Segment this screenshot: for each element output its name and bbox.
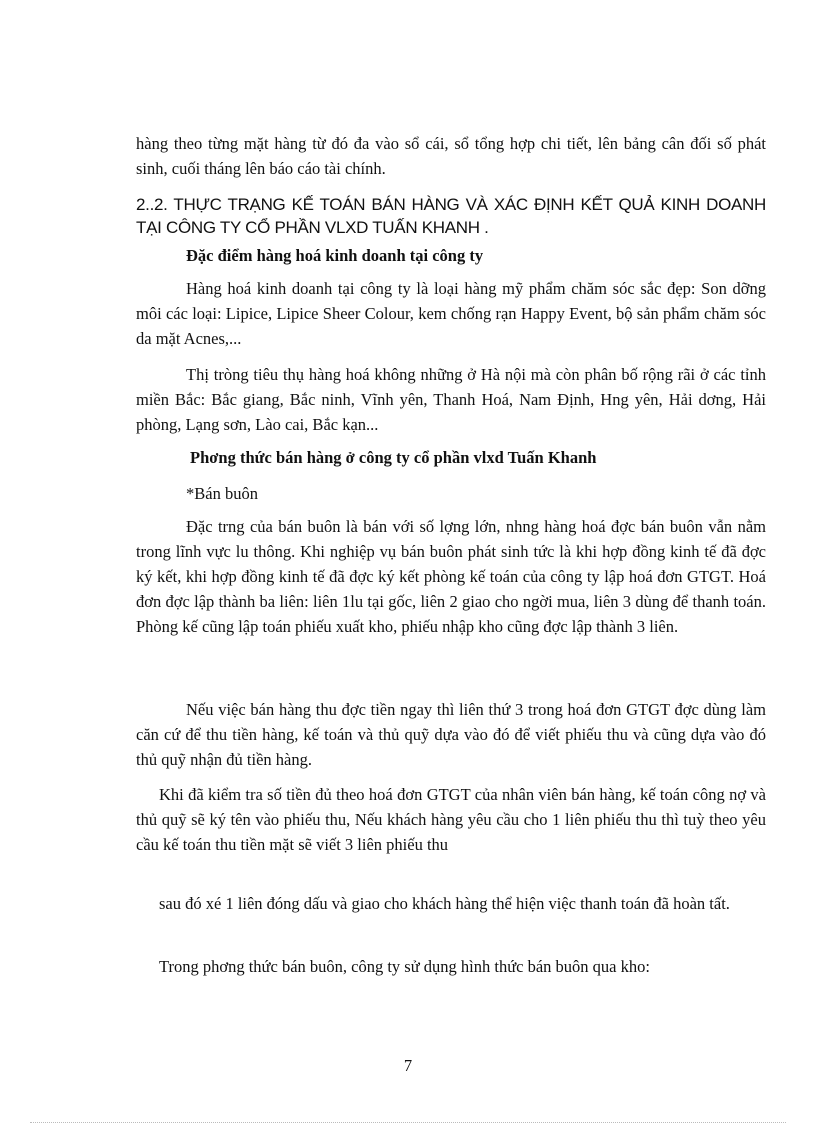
paragraph-market: Thị tròng tiêu thụ hàng hoá không những ở Hà nội mà còn phân bố rộng rãi ở các tỉnh miền Bắc: Bắc giang, Bắc ninh, Vĩnh yên, Thanh Hoá, Nam Định, Hng yên, Hải dơng, Hải phòng, Lạng sơn, Lào cai, Bắc kạn... [136,365,766,434]
section-heading: 2..2. THỰC TRẠNG KẾ TOÁN BÁN HÀNG VÀ XÁC ĐỊNH KẾT QUẢ KINH DOANH TẠI CÔNG TY CỔ PHẦN VLXD TUẤN KHANH . [136,195,766,237]
paragraph-payment: Nếu việc bán hàng thu đợc tiền ngay thì liên thứ 3 trong hoá đơn GTGT đợc dùng làm căn cứ để thu tiền hàng, kế toán và thủ quỹ dựa vào đó để viết phiếu thu và cũng dựa vào đó thủ quỹ nhận đủ tiền hàng. [136,700,766,769]
subheading-sales-method: Phơng thức bán hàng ở công ty cổ phần vlxd Tuấn Khanh [190,448,597,467]
paragraph-wholesale-description: Đặc trng của bán buôn là bán với số lợng lớn, nhng hàng hoá đợc bán buôn vẫn nằm trong lĩnh vực lu thông. Khi nghiệp vụ bán buôn phát sinh tức là khi hợp đồng kinh tế đã đợc ký kết, khi hợp đồng kinh tế đã đợc ký kết phòng kế toán của công ty lập hoá đơn GTGT. Hoá đơn đợc lập thành ba liên: liên 1lu tại gốc, liên 2 giao cho ngời mua, liên 3 dùng để thanh toán. Phòng kế cũng lập toán phiếu xuất kho, phiếu nhập kho cũng đợc lập thành 3 liên. [136,517,766,636]
paragraph-completion: sau đó xé 1 liên đóng dấu và giao cho khách hàng thể hiện việc thanh toán đã hoàn tất. [159,894,730,913]
subheading-goods-characteristics: Đặc điểm hàng hoá kinh doanh tại công ty [186,246,484,265]
page-number: 7 [403,1056,413,1075]
paragraph-wholesale-label: *Bán buôn [186,484,258,503]
paragraph-wholesale-method: Trong phơng thức bán buôn, công ty sử dụng hình thức bán buôn qua kho: [159,957,650,976]
paragraph-continuation: hàng theo từng mặt hàng từ đó đa vào sổ cái, sổ tổng hợp chi tiết, lên bảng cân đối số phát sinh, cuối tháng lên báo cáo tài chính. [136,134,766,178]
paragraph-verification: Khi đã kiểm tra số tiền đủ theo hoá đơn GTGT của nhân viên bán hàng, kế toán công nợ và thủ quỹ sẽ ký tên vào phiếu thu, Nếu khách hàng yêu cầu cho 1 liên phiếu thu thì tuỳ theo yêu cầu kế toán thu tiền mặt sẽ viết 3 liên phiếu thu [136,785,766,854]
paragraph-goods: Hàng hoá kinh doanh tại công ty là loại hàng mỹ phẩm chăm sóc sắc đẹp: Son dỡng môi các loại: Lipice, Lipice Sheer Colour, kem chống rạn Happy Event, bộ sản phẩm chăm sóc da mặt Acnes,... [136,279,766,348]
